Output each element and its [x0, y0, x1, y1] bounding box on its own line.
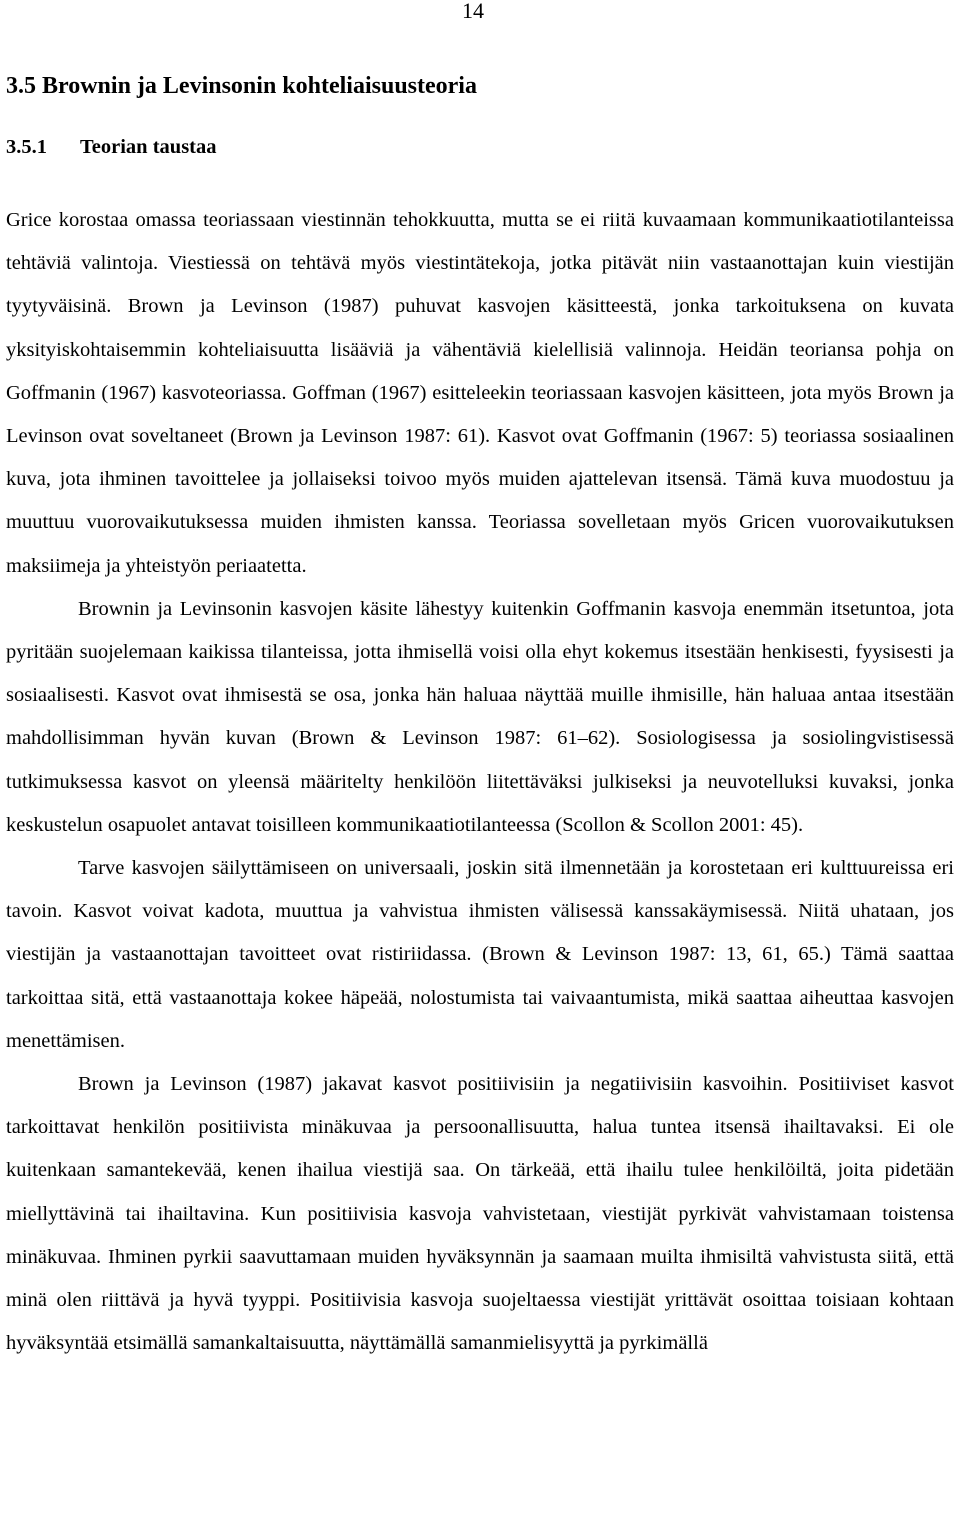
paragraph: Grice korostaa omassa teoriassaan viestinnän tehokkuutta, mutta se ei riitä kuvaamaan kommunikaatiotilanteissa tehtäviä valintoja. Viestiessä on tehtävä myös viestintätekoja, jotka pitävät niin vastaanottajan kuin viestijän tyytyväisinä. Brown ja Levinson (1987) puhuvat kasvojen käsitteestä, jonka tarkoituksena on kuvata yksityiskohtaisemmin kohteliaisuutta lisääviä ja vähentäviä kielellisiä valinnoja. Heidän teoriansa pohja on Goffmanin (1967) kasvoteoriassa. Goffman (1967) esitteleekin teoriassaan kasvojen käsitteen, jota myös Brown ja Levinson ovat soveltaneet (Brown ja Levinson 1987: 61). Kasvot ovat Goffmanin (1967: 5) teoriassa sosiaalinen kuva, jota ihminen tavoittelee ja jollaiseksi toivoo myös muiden ajattelevan itsensä. Tämä kuva muodostuu ja muuttuu vuorovaikutuksessa muiden ihmisten kanssa. Teoriassa sovelletaan myös Gricen vuorovaikutuksen maksiimeja ja yhteistyön periaatetta. — [6, 209, 954, 577]
page-number: 14 — [462, 0, 484, 23]
section-heading: 3.5 Brownin ja Levinsonin kohteliaisuusteoria — [6, 73, 477, 99]
paragraph: Brown ja Levinson (1987) jakavat kasvot positiivisiin ja negatiivisiin kasvoihin. Positiiviset kasvot tarkoittavat henkilön positiivista minäkuvaa ja persoonallisuutta, halua tuntea itsensä ihailtavaksi. Ei ole kuitenkaan samantekevää, kenen ihailua viestijä saa. On tärkeää, että ihailu tulee henkilöiltä, joita pidetään miellyttävinä tai ihailtavina. Kun positiivisia kasvoja vahvistetaan, viestijät pyrkivät vahvistamaan toistensa minäkuvaa. Ihminen pyrkii saavuttamaan muiden hyväksynnän ja saamaan muilta ihmisiltä vahvistusta siitä, että minä olen riittävä ja hyvä tyyppi. Positiivisia kasvoja suojeltaessa viestijät yrittävät osoittaa toisiaan kohtaan hyväksyntää etsimällä samankaltaisuutta, näyttämällä samanmielisyyttä ja pyrkimällä — [6, 1073, 954, 1355]
subsection-heading — [6, 129, 217, 165]
subsection-number: 3.5.1 — [6, 136, 47, 158]
body-text — [6, 199, 954, 1365]
paragraph: Brownin ja Levinsonin kasvojen käsite lähestyy kuitenkin Goffmanin kasvoja enemmän itsetuntoa, jota pyritään suojelemaan kaikissa tilanteissa, jotta ihmisellä voisi olla ehyt kokemus itsestään henkisesti, fyysisesti ja sosiaalisesti. Kasvot ovat ihmisestä se osa, jonka hän haluaa näyttää muille ihmisille, hän haluaa antaa itsestään mahdollisimman hyvän kuvan (Brown & Levinson 1987: 61–62). Sosiologisessa ja sosiolingvistisessä tutkimuksessa kasvot on yleensä määritelty henkilöön liitettäväksi julkiseksi ja neuvotelluksi kuvaksi, jonka keskustelun osapuolet antavat toisilleen kommunikaatiotilanteessa (Scollon & Scollon 2001: 45). — [6, 597, 954, 836]
paragraph: Tarve kasvojen säilyttämiseen on universaali, joskin sitä ilmennetään ja korostetaan eri kulttuureissa eri tavoin. Kasvot voivat kadota, muuttua ja vahvistua ihmisten välisessä kanssakäymisessä. Niitä uhataan, jos viestijän ja vastaanottajan tavoitteet ovat ristiriidassa. (Brown & Levinson 1987: 13, 61, 65.) Tämä saattaa tarkoittaa sitä, että vastaanottaja kokee häpeää, nolostumista tai vaivaantumista, mikä saattaa aiheuttaa kasvojen menettämisen. — [6, 857, 954, 1052]
subsection-title: Teorian taustaa — [80, 136, 217, 158]
